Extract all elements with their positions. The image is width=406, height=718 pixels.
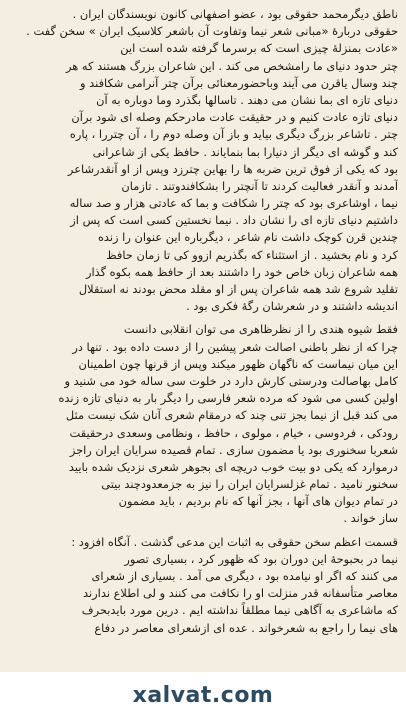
text-line: می کنند که اگر او نیامده بود ، دیگری می آمد . بسیاری از شعرای (91, 569, 398, 583)
text-line: کامل بهاصالت ودرستی کارش دارد در خلوت سی ساله خود می شنید و (64, 373, 398, 388)
text-line: های نیما را راجع به شعرخواند . عده ای ازشعرای معاصر در دفاع (94, 620, 398, 635)
text-line: بود که یکی از فوق ترین ضربه ها را بهاین چترزد وپس از او آنقدرشاعر (67, 161, 398, 176)
text-line: درموارد که یکی دو بیت خوب دریچه ای بجوهر شعری نزدیک شده بایید (68, 459, 398, 474)
paragraph-1 (12, 6, 398, 315)
text-line: قسمت اعظم سخن حقوقی به اثبات این مدعی گذشت . آنگاه افزود : (71, 534, 398, 549)
text-line: رودکی ، فردوسی ، خیام ، مولوی ، حافظ ، ونظامی وسعدی درحقیقت (69, 425, 398, 440)
text-line: دنیای تازه ای بما نشان می دهند . تاسالها بگذرد وما دوباره به آن (96, 92, 398, 107)
paragraph-2 (12, 321, 398, 527)
text-line: این میان نیماست که ناگهان ظهور میکند وپس از قرنها چون اطمینان (78, 356, 398, 371)
text-line: اولین کسی می شود که مرده شعر فارسی را دیگر بار به دنیای تازه زنده (58, 391, 398, 406)
text-line: اندیشه داشتند و در شعرشان رگهٔ فکری بود . (186, 299, 398, 314)
text-line: چتر حدود دنیای ما رامشخص می کند . این شاعران بزرگ هستند که هر (66, 58, 398, 73)
text-line: سخنور نامید . تمام غزلسرایان ایران را نیز به جزمعدودچند بیتی (101, 477, 398, 492)
paragraph-3 (12, 534, 398, 637)
text-line: کند و گوشه ای دیگر از دنیارا بما بنمایاند . حافظ یکی از شاعرانی (92, 144, 398, 159)
text-line: ساز خواند . (343, 511, 398, 526)
text-line: چتر . تاشاعر بزرگ دیگری بیاید و باز آن وصله دوم را ، آن چتررا ، پاره (69, 127, 398, 142)
text-line: می کند قبل از نیما بجز تنی چند که درمقام شعری آنان شک نیست مثل (65, 408, 398, 423)
text-line: کرد و نام بخشید . از استثناء که بگذریم ازوو کی تا زمان حافظ (106, 247, 398, 262)
text-line: داشتیم دنیای تازه ای را نشان داد . نیما نخستین کسی است که پس از (70, 213, 398, 228)
text-line: شعربا سخنوری بود یا مضمون سازی . تمام قصیده سرایان ایران راجز (69, 442, 398, 457)
text-line: در تمام دیوان های آنها ، بجز آنها که نام بردیم ، باید مضمون (118, 494, 398, 509)
text-line: آمدند و آنقدر فعالیت کردند تا آنچتر را بشکافندوتند . تازمان (121, 178, 398, 193)
text-line: که ماشاعری به آگاهی نیما مطلقاً نداشته ایم . درین مورد بایدبحرف (81, 603, 398, 618)
text-line: «عادت بمنزلهٔ چیزی است که برسرما گرفته شده است این (120, 41, 398, 56)
text-line: تقلید شروع شد همه شاعران پس از او مقلد محض بودند نه استقلال (78, 282, 398, 296)
page-body-text (12, 6, 398, 637)
text-line: حقوقی دربارهٔ «مبانی شعر نیما وتفاوت آن باشعر کلاسیک ایران » سخن گفت . (26, 24, 398, 39)
text-line: ناطق دیگرمحمد حقوقی بود ، عضو اصفهانی کانون نویسندگان ایران . (72, 7, 398, 21)
text-line: چند وسال یاقرن می آیند وباحضورمعنائی برآن چتر آنرامی شکافند و (80, 75, 398, 90)
watermark-text: xalvat.com (132, 682, 274, 708)
watermark-footer (0, 672, 406, 718)
text-line: دنیای تازه عادت کنیم و در حقیقت عادت مادرحکم وصله ای شود برآن (71, 110, 398, 125)
text-line: معاصر متأسفانه قدر منزلت او را نکافت می کنند و لی اطلاع ندارند (83, 586, 398, 601)
text-line: نیما در بحبوحهٔ این دوران بود که ظهور کرد ، بسیاری تصور (124, 551, 398, 566)
text-line: فقط شیوه هندی را از نظرظاهری می توان انقلابی دانست (123, 322, 398, 337)
text-line: چندین قرن کوچک داشت نام شاعر ، دیگرباره این عنوان را زنده (97, 230, 398, 245)
text-line: همه شاعران زبان خاص خود را داشتند بعد از حافظ همه بکوه گذار (85, 264, 398, 279)
text-line: چرا که از نظر باطنی اصالت شعر پیشین را از دست داده بود . تنها در (72, 339, 398, 354)
text-line: نیما ، اوشاعری بود که چتر را شکافت و بما که عادتی هزار و صد ساله (69, 196, 398, 211)
